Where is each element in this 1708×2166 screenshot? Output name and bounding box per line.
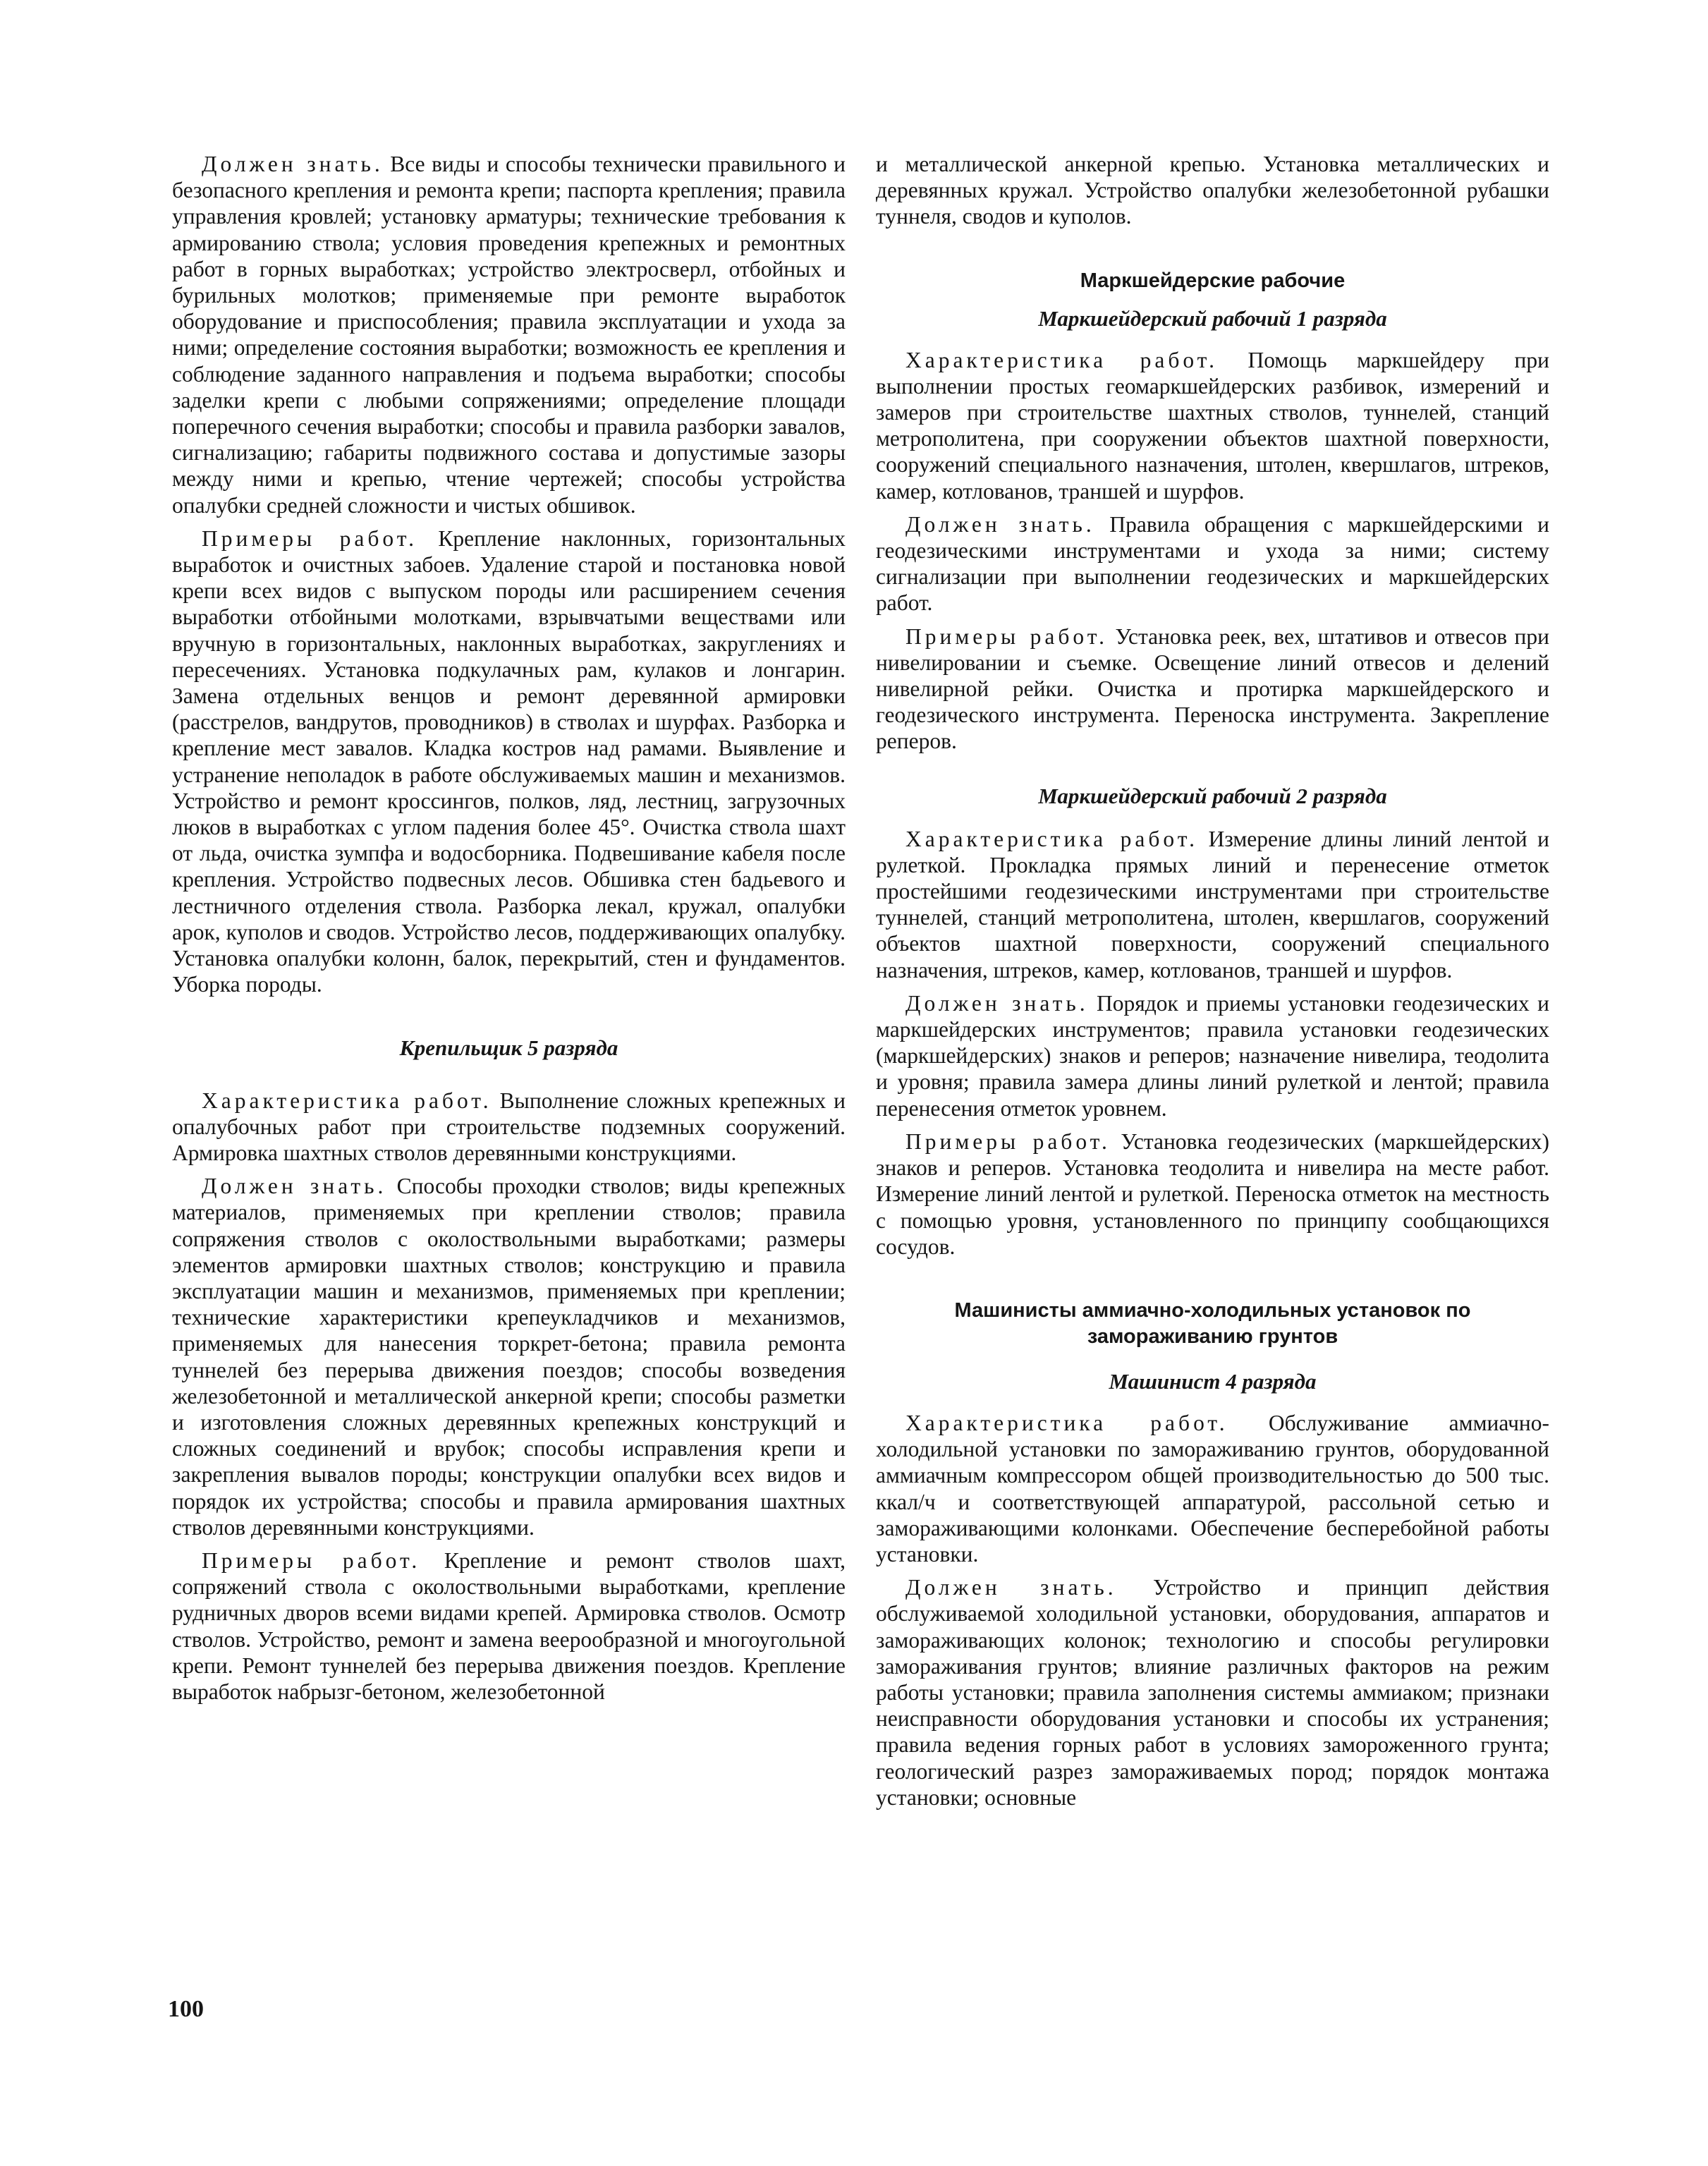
page-number: 100 (168, 1996, 204, 2022)
lead-har: Характеристика работ. (905, 347, 1218, 372)
left-column (172, 151, 846, 1712)
lead-primery: Примеры работ. (202, 1547, 421, 1573)
section-heading-mashinisty: Машинисты аммиачно-холодильных установок по замораживанию грунтов (954, 1298, 1471, 1348)
lead-znat: Должен знать. (905, 990, 1089, 1016)
paragraph-har-mark2 (876, 826, 1549, 983)
paragraph-text: Устройство и принцип действия обслуживаемой холодильной установки, оборудования, аппаратов и замораживающих колонок; технологию и способы регулировки замораживания грунтов; влияние различных факторов на режим работы установки; правила заполнения системы аммиаком; признаки неисправности оборудования установки и способы их устранения; правила ведения горных работ в условиях замороженного грунта; геологический разрез замораживаемых пород; порядок монтажа установки; основные (876, 1575, 1550, 1810)
subheading-mashinist-4: Машинист 4 разряда (1109, 1368, 1317, 1394)
paragraph-har-krep5 (172, 1088, 846, 1167)
paragraph-text: Все виды и способы технически правильного и безопасного крепления и ремонта крепи; паспорта крепления; правила управления кровлей; установку арматуры; технические требования к армированию ствола; условия проведения крепежных и ремонтных работ в горных выработках; устройство электросверл, отбойных и бурильных молотков; применяемые при ремонте выработок оборудование и приспособления; правила эксплуатации и ухода за ними; определение состояния выработки; возможность ее крепления и соблюдение заданного направления и подъема выработки; способы заделки крепи с любыми сопряжениями; определение площади поперечного сечения выработки; способы и правила разборки завалов, сигнализацию; габариты подвижного состава и допустимые зазоры между ними и крепью, чтение чертежей; способы устройства опалубки средней сложности и чистых обшивок. (172, 152, 846, 518)
paragraph-primery-krep5 (172, 1547, 846, 1705)
paragraph-znat-mark1 (876, 511, 1549, 616)
lead-znat: Должен знать. (905, 1575, 1117, 1600)
paragraph-text: Помощь маркшейдеру при выполнении простых геомаркшейдерских разбивок, измерений и замеров при строительстве шахтных стволов, туннелей, станций метрополитена, при сооружении объектов шахтной поверхности, сооружений специального назначения, штолен, квершлагов, штреков, камер, котлованов, траншей и шурфов. (876, 347, 1550, 504)
lead-primery: Примеры работ. (905, 1128, 1111, 1154)
paragraph-text: Крепление наклонных, горизонтальных выработок и очистных забоев. Удаление старой и постановка новой крепи всех видов с выпуском породы или расширением сечения выработки отбойными молотками, взрывчатыми веществами или вручную в горизонтальных, наклонных выработках, закруглениях и пересечениях. Установка подкулачных рам, кулаков и лонгарин. Замена отдельных венцов и ремонт деревянной армировки (расстрелов, вандрутов, проводников) в стволах и шурфах. Разборка и крепление мест завалов. Кладка костров над рамами. Выявление и устранение неполадок в работе обслуживаемых машин и механизмов. Устройство и ремонт кроссингов, полков, ляд, лестниц, загрузочных люков в выработках с углом падения более 45°. Очистка ствола шахт от льда, очистка зумпфа и водосборника. Подвешивание кабеля после крепления. Устройство подвесных лесов. Обшивка стен бадьевого и лестничного отделения ствола. Разборка лекал, кружал, опалубки арок, куполов и сводов. Устройство лесов, поддерживающих опалубку. Установка опалубки колонн, балок, перекрытий, стен и фундаментов. Уборка породы. (172, 525, 846, 997)
lead-znat: Должен знать. (905, 511, 1095, 537)
lead-har: Характеристика работ. (905, 826, 1199, 851)
paragraph-text: Крепление и ремонт стволов шахт, сопряжений ствола с околоствольными выработками, крепление рудничных дворов всеми видами крепей. Армировка стволов. Осмотр стволов. Устройство, ремонт и замена веерообразной и многоугольной крепи. Ремонт туннелей без перерыва движения поездов. Крепление выработок набрызг-бетоном, железобетонной (172, 1547, 846, 1704)
paragraph-text: Установка реек, вех, штативов и отвесов при нивелировании и съемке. Освещение линий отвесов и делений нивелирной рейки. Очистка и протирка маркшейдерского и геодезического инструмента. Переноска инструмента. Закрепление реперов. (876, 623, 1550, 754)
paragraph-primery-krep4 (172, 525, 846, 998)
right-column (876, 151, 1549, 1818)
paragraph-text: Выполнение сложных крепежных и опалубочных работ при строительстве подземных сооружений. Армировка шахтных стволов деревянными конструкциями. (172, 1088, 846, 1165)
lead-primery: Примеры работ. (202, 525, 417, 551)
lead-har: Характеристика работ. (202, 1088, 492, 1113)
paragraph-text: Установка геодезических (маркшейдерских) знаков и реперов. Установка теодолита и нивелира на месте работ. Измерение линий лентой и рулеткой. Переноска отметок на местность с помощью уровня, установленного по принципу сообщающихся сосудов. (876, 1128, 1550, 1259)
paragraph-znat-krep4 (172, 151, 846, 518)
paragraph-har-mark1 (876, 347, 1549, 504)
subheading-marksheider-2: Маркшейдерский рабочий 2 разряда (1038, 783, 1387, 808)
paragraph-znat-krep5 (172, 1173, 846, 1540)
paragraph-znat-mark2 (876, 990, 1549, 1121)
paragraph-primery-mark1 (876, 623, 1549, 755)
paragraph-text: Порядок и приемы установки геодезических и маркшейдерских инструментов; правила установки геодезических (маркшейдерских) знаков и реперов; назначение нивелира, теодолита и уровня; правила замера длины линий рулеткой и лентой; правила перенесения отметок уровнем. (876, 990, 1550, 1121)
paragraph-text: Правила обращения с маркшейдерскими и геодезическими инструментами и ухода за ними; систему сигнализации при выполнении геодезических и маркшейдерских работ. (876, 511, 1549, 616)
subheading-krepilshchik-5: Крепильщик 5 разряда (399, 1035, 618, 1060)
paragraph-primery-mark2 (876, 1128, 1549, 1260)
lead-znat: Должен знать. (202, 152, 384, 176)
paragraph-text: Обслуживание аммиачно-холодильной установки по замораживанию грунтов, оборудованной аммиачным компрессором общей производительностью до 500 тыс. ккал/ч и соответствующей аппаратурой, рассольной сетью и замораживающими колонками. Обеспечение бесперебойной работы установки. (876, 1410, 1550, 1566)
paragraph-text: Измерение длины линий лентой и рулеткой. Прокладка прямых линий и перенесение отметок простейшими геодезическими инструментами при строительстве туннелей, станций метрополитена, штолен, квершлагов, сооружений объектов шахтной поверхности, сооружений специального назначения, штреков, камер, котлованов, траншей и шурфов. (876, 826, 1549, 982)
section-heading-marksheider: Маркшейдерские рабочие (1080, 269, 1346, 292)
paragraph-znat-mash4 (876, 1574, 1549, 1811)
lead-primery: Примеры работ. (905, 623, 1109, 649)
lead-znat: Должен знать. (202, 1174, 387, 1199)
paragraph-har-mash4 (876, 1410, 1549, 1567)
paragraph-continuation: и металлической анкерной крепью. Установка металлических и деревянных кружал. Устройство опалубки железобетонной рубашки туннеля, сводов и куполов. (876, 152, 1549, 229)
paragraph-text: Способы проходки стволов; виды крепежных материалов, применяемых при креплении стволов; правила сопряжения стволов с околоствольными выработками; размеры элементов армировки шахтных стволов; конструкцию и правила эксплуатации машин и механизмов, применяемых при креплении; технические характеристики крепеукладчиков и механизмов, применяемых для нанесения торкрет-бетона; правила ремонта туннелей без перерыва движения поездов; способы возведения железобетонной и металлической анкерной крепи; способы разметки и изготовления сложных деревянных крепежных конструкций и сложных соединений и врубок; способы исправления крепи и закрепления вывалов породы; конструкции опалубки всех видов и порядок их устройства; способы и правила армирования шахтных стволов деревянными конструкциями. (172, 1174, 846, 1540)
lead-har: Характеристика работ. (905, 1410, 1228, 1435)
subheading-marksheider-1: Маркшейдерский рабочий 1 разряда (1038, 305, 1387, 331)
